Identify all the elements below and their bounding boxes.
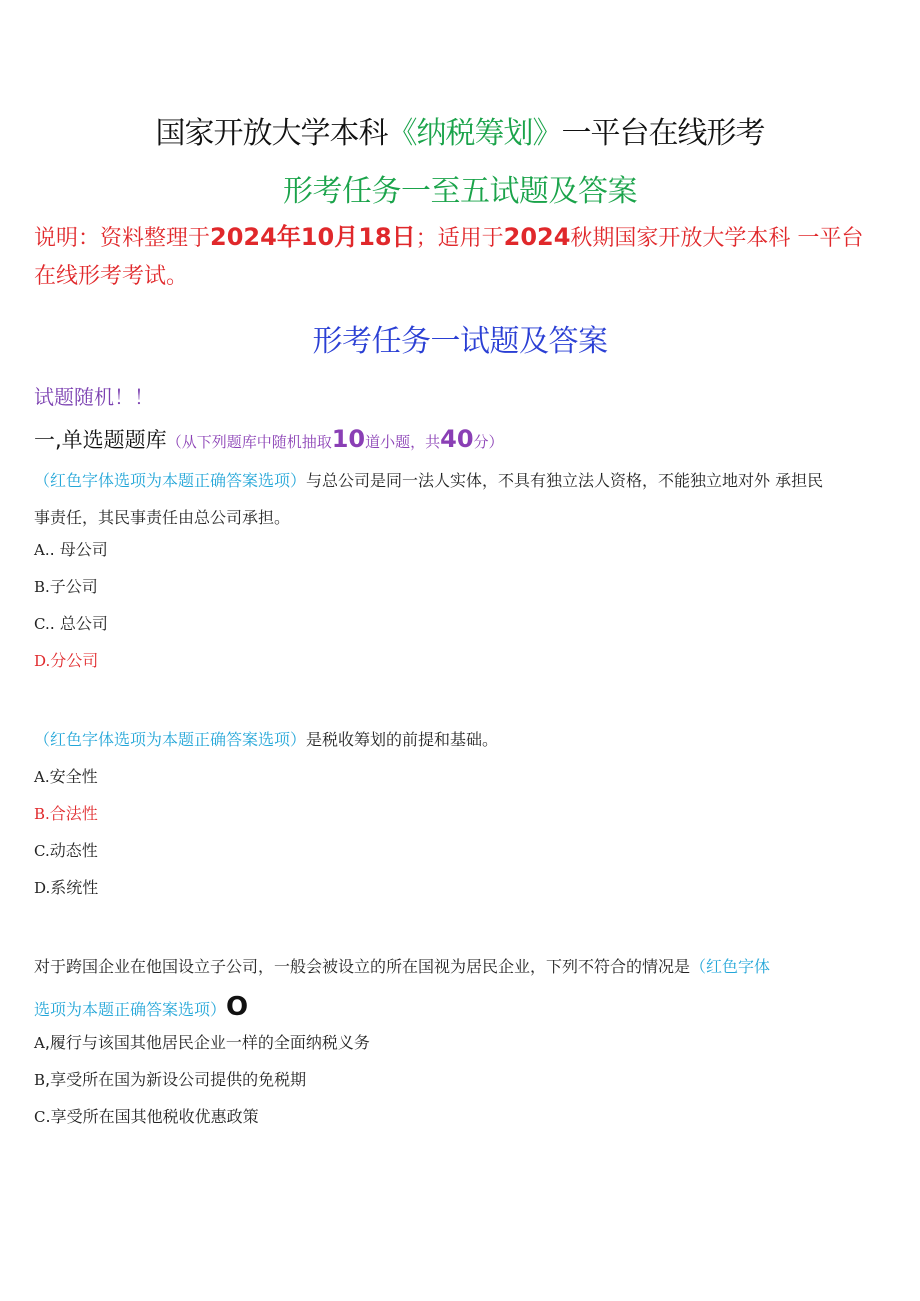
section-title: 形考任务一试题及答案 — [312, 324, 608, 359]
question-text: 对于跨国企业在他国设立子公司，一般会被设立的所在国视为居民企业，下列不符合的情况是 — [34, 957, 691, 976]
question-count: 10 — [331, 425, 366, 453]
answer-hint: （红色字体选项为本题正确答案选项） — [34, 471, 307, 490]
question-3-option-c — [34, 1104, 259, 1127]
question-1-line-1 — [34, 468, 823, 491]
question-3-line-1 — [34, 954, 770, 977]
question-2-option-a — [34, 764, 98, 787]
option-key: C. — [34, 842, 50, 860]
option-text: 分公司 — [50, 651, 99, 670]
option-text: .享受所在国其他税收优惠政策 — [45, 1107, 259, 1126]
question-1-option-c — [34, 611, 108, 634]
option-text: 子公司 — [49, 577, 98, 596]
answer-hint: （红色字体选项为本题正确答案选项） — [34, 730, 307, 749]
question-2-option-c — [34, 838, 98, 861]
note-date: 2024年10月18日 — [210, 223, 416, 251]
question-1-option-a — [34, 537, 108, 560]
question-points: 40 — [440, 425, 474, 453]
question-text: 是税收筹划的前提和基础。 — [306, 730, 499, 749]
question-1-option-b — [34, 574, 98, 597]
note-year: 2024 — [503, 223, 571, 251]
page-subtitle: 形考任务一至五试题及答案 — [283, 174, 637, 209]
question-type-label: 一,单选题题库 — [34, 428, 167, 452]
question-1-option-d-correct — [34, 648, 98, 671]
option-key: A. — [34, 768, 50, 786]
question-type-desc-1: （从下列题库中随机抽取 — [166, 433, 332, 451]
option-text: 安全性 — [49, 767, 98, 786]
random-note: 试题随机！！ — [34, 385, 154, 409]
question-text: 与总公司是同一法人实体，不具有独立法人资格，不能独立地对外 承担民 — [306, 471, 824, 490]
option-key: B. — [34, 578, 50, 596]
answer-hint: （红色字体 — [690, 957, 771, 976]
question-3-line-2 — [34, 992, 248, 1022]
question-type-desc-2: 道小题，共 — [365, 433, 441, 451]
question-type-desc-3: 分） — [473, 433, 504, 451]
answer-blank: O — [226, 992, 249, 1022]
option-text: 系统性 — [50, 878, 99, 897]
option-key: C — [34, 1108, 46, 1126]
title-suffix: 一平台在线形考 — [561, 116, 765, 151]
answer-hint: 选项为本题正确答案选项） — [34, 1000, 227, 1019]
option-key: B. — [34, 805, 50, 823]
question-type-heading — [34, 424, 504, 454]
option-text: 合法性 — [49, 804, 98, 823]
question-2-line-1 — [34, 727, 498, 750]
question-1-line-2: 事责任，其民事责任由总公司承担。 — [34, 508, 291, 527]
option-key: A — [34, 1034, 45, 1052]
description-note — [34, 218, 884, 296]
title-course: 《纳税筹划》 — [387, 116, 562, 151]
option-text: . 母公司 — [49, 540, 108, 559]
option-key: D. — [34, 879, 51, 897]
option-key: B — [34, 1071, 46, 1089]
option-text: . 总公司 — [49, 614, 108, 633]
option-text: 动态性 — [49, 841, 98, 860]
option-key: D. — [34, 652, 51, 670]
question-3-option-a — [34, 1030, 370, 1053]
option-text: ,履行与该国其他居民企业一样的全面纳税义务 — [44, 1033, 370, 1052]
note-text-2: ；适用于 — [415, 226, 504, 251]
option-key: C. — [34, 615, 50, 633]
option-key: A. — [34, 541, 50, 559]
page-title — [0, 108, 920, 152]
option-text: ,享受所在国为新设公司提供的免税期 — [45, 1070, 307, 1089]
question-2-option-b-correct — [34, 801, 98, 824]
note-text-1: 说明：资料整理于 — [34, 226, 211, 251]
question-2-option-d — [34, 875, 98, 898]
question-3-option-b — [34, 1067, 306, 1090]
note-text-3: 秋期国家开放大学本科 一平台在线形考考试。 — [34, 226, 864, 289]
title-prefix: 国家开放大学本科 — [155, 116, 388, 151]
